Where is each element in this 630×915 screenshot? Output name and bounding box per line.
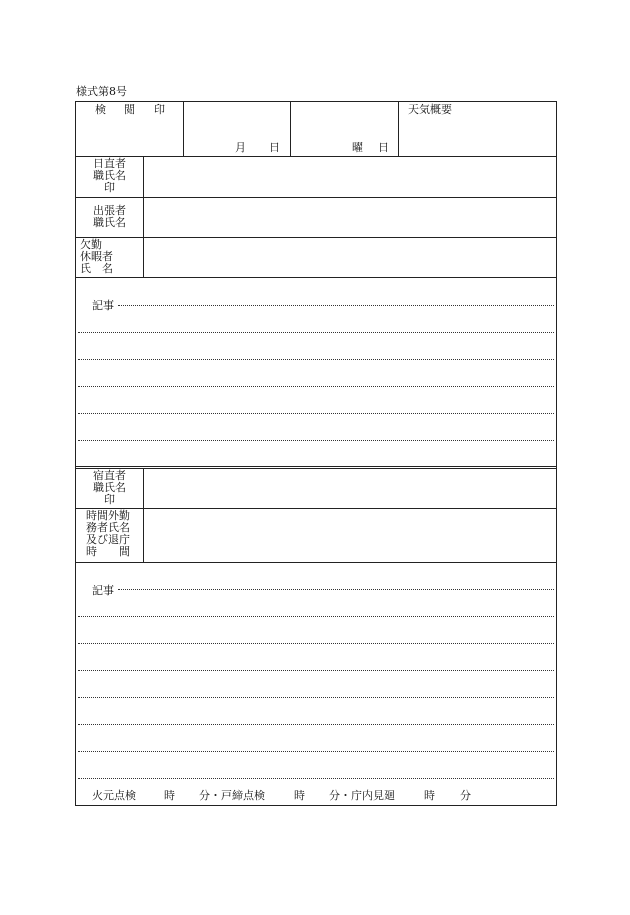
night-duty-line: 宿直者 [93,469,126,482]
day-duty-label [76,158,143,194]
form-frame [75,101,557,806]
section-separator [75,466,557,467]
hour-label-2: 時 [294,789,305,802]
row-separator [75,156,557,157]
notes-label-1: 記事 [92,299,114,312]
label-column-divider [143,468,144,562]
row-separator [75,562,557,563]
absence-line: 欠勤 [80,238,102,251]
month-label: 月 [235,141,246,154]
overtime-line: 及び退庁 [86,533,130,546]
notes-line [78,751,554,752]
day-duty-line: 職氏名 [93,169,126,182]
night-duty-label [76,470,143,506]
notes-line [78,643,554,644]
day-label: 日 [269,141,280,154]
day-duty-line: 印 [104,181,115,194]
section-separator [75,468,557,469]
row-separator [75,197,557,198]
notes-line [78,778,554,779]
weather-label: 天気概要 [408,103,452,116]
notes-line [78,359,554,360]
notes-line [78,386,554,387]
notes-line [78,413,554,414]
inspection-char-3: 印 [154,103,165,116]
weekday-label: 曜 [352,141,363,154]
overtime-label [86,510,142,558]
business-trip-line: 職氏名 [93,216,126,229]
notes-line [78,670,554,671]
patrol-label: 分・庁内見廻 [329,789,395,802]
overtime-line: 時間外勤 [86,509,130,522]
form-number: 様式第8号 [76,85,127,98]
day-duty-line: 日直者 [93,157,126,170]
absence-line: 氏 名 [80,262,113,275]
header-divider-3 [398,101,399,156]
door-lock-label: 分・戸締点検 [199,789,265,802]
row-separator [75,237,557,238]
business-trip-line: 出張者 [93,204,126,217]
hour-label-3: 時 [424,789,435,802]
notes-line [78,440,554,441]
notes-line [78,697,554,698]
overtime-line: 務者氏名 [86,521,130,534]
notes-line [78,724,554,725]
notes-line [118,589,554,590]
header-divider-1 [183,101,184,156]
header-divider-2 [290,101,291,156]
absence-line: 休暇者 [80,250,113,263]
row-separator [75,277,557,278]
minute-label-3: 分 [460,789,471,802]
hour-label-1: 時 [164,789,175,802]
inspection-char-1: 検 [95,103,106,116]
weekday-day-label: 日 [378,141,389,154]
business-trip-label [76,205,143,229]
fire-check-label: 火元点検 [92,789,136,802]
row-separator [75,508,557,509]
overtime-line: 時 間 [86,545,130,558]
night-duty-line: 職氏名 [93,481,126,494]
notes-line [78,332,554,333]
notes-label-2: 記事 [92,584,114,597]
absence-label [80,239,140,275]
notes-line [78,616,554,617]
night-duty-line: 印 [104,493,115,506]
notes-line [118,305,554,306]
inspection-char-2: 閲 [124,103,135,116]
label-column-divider [143,156,144,277]
